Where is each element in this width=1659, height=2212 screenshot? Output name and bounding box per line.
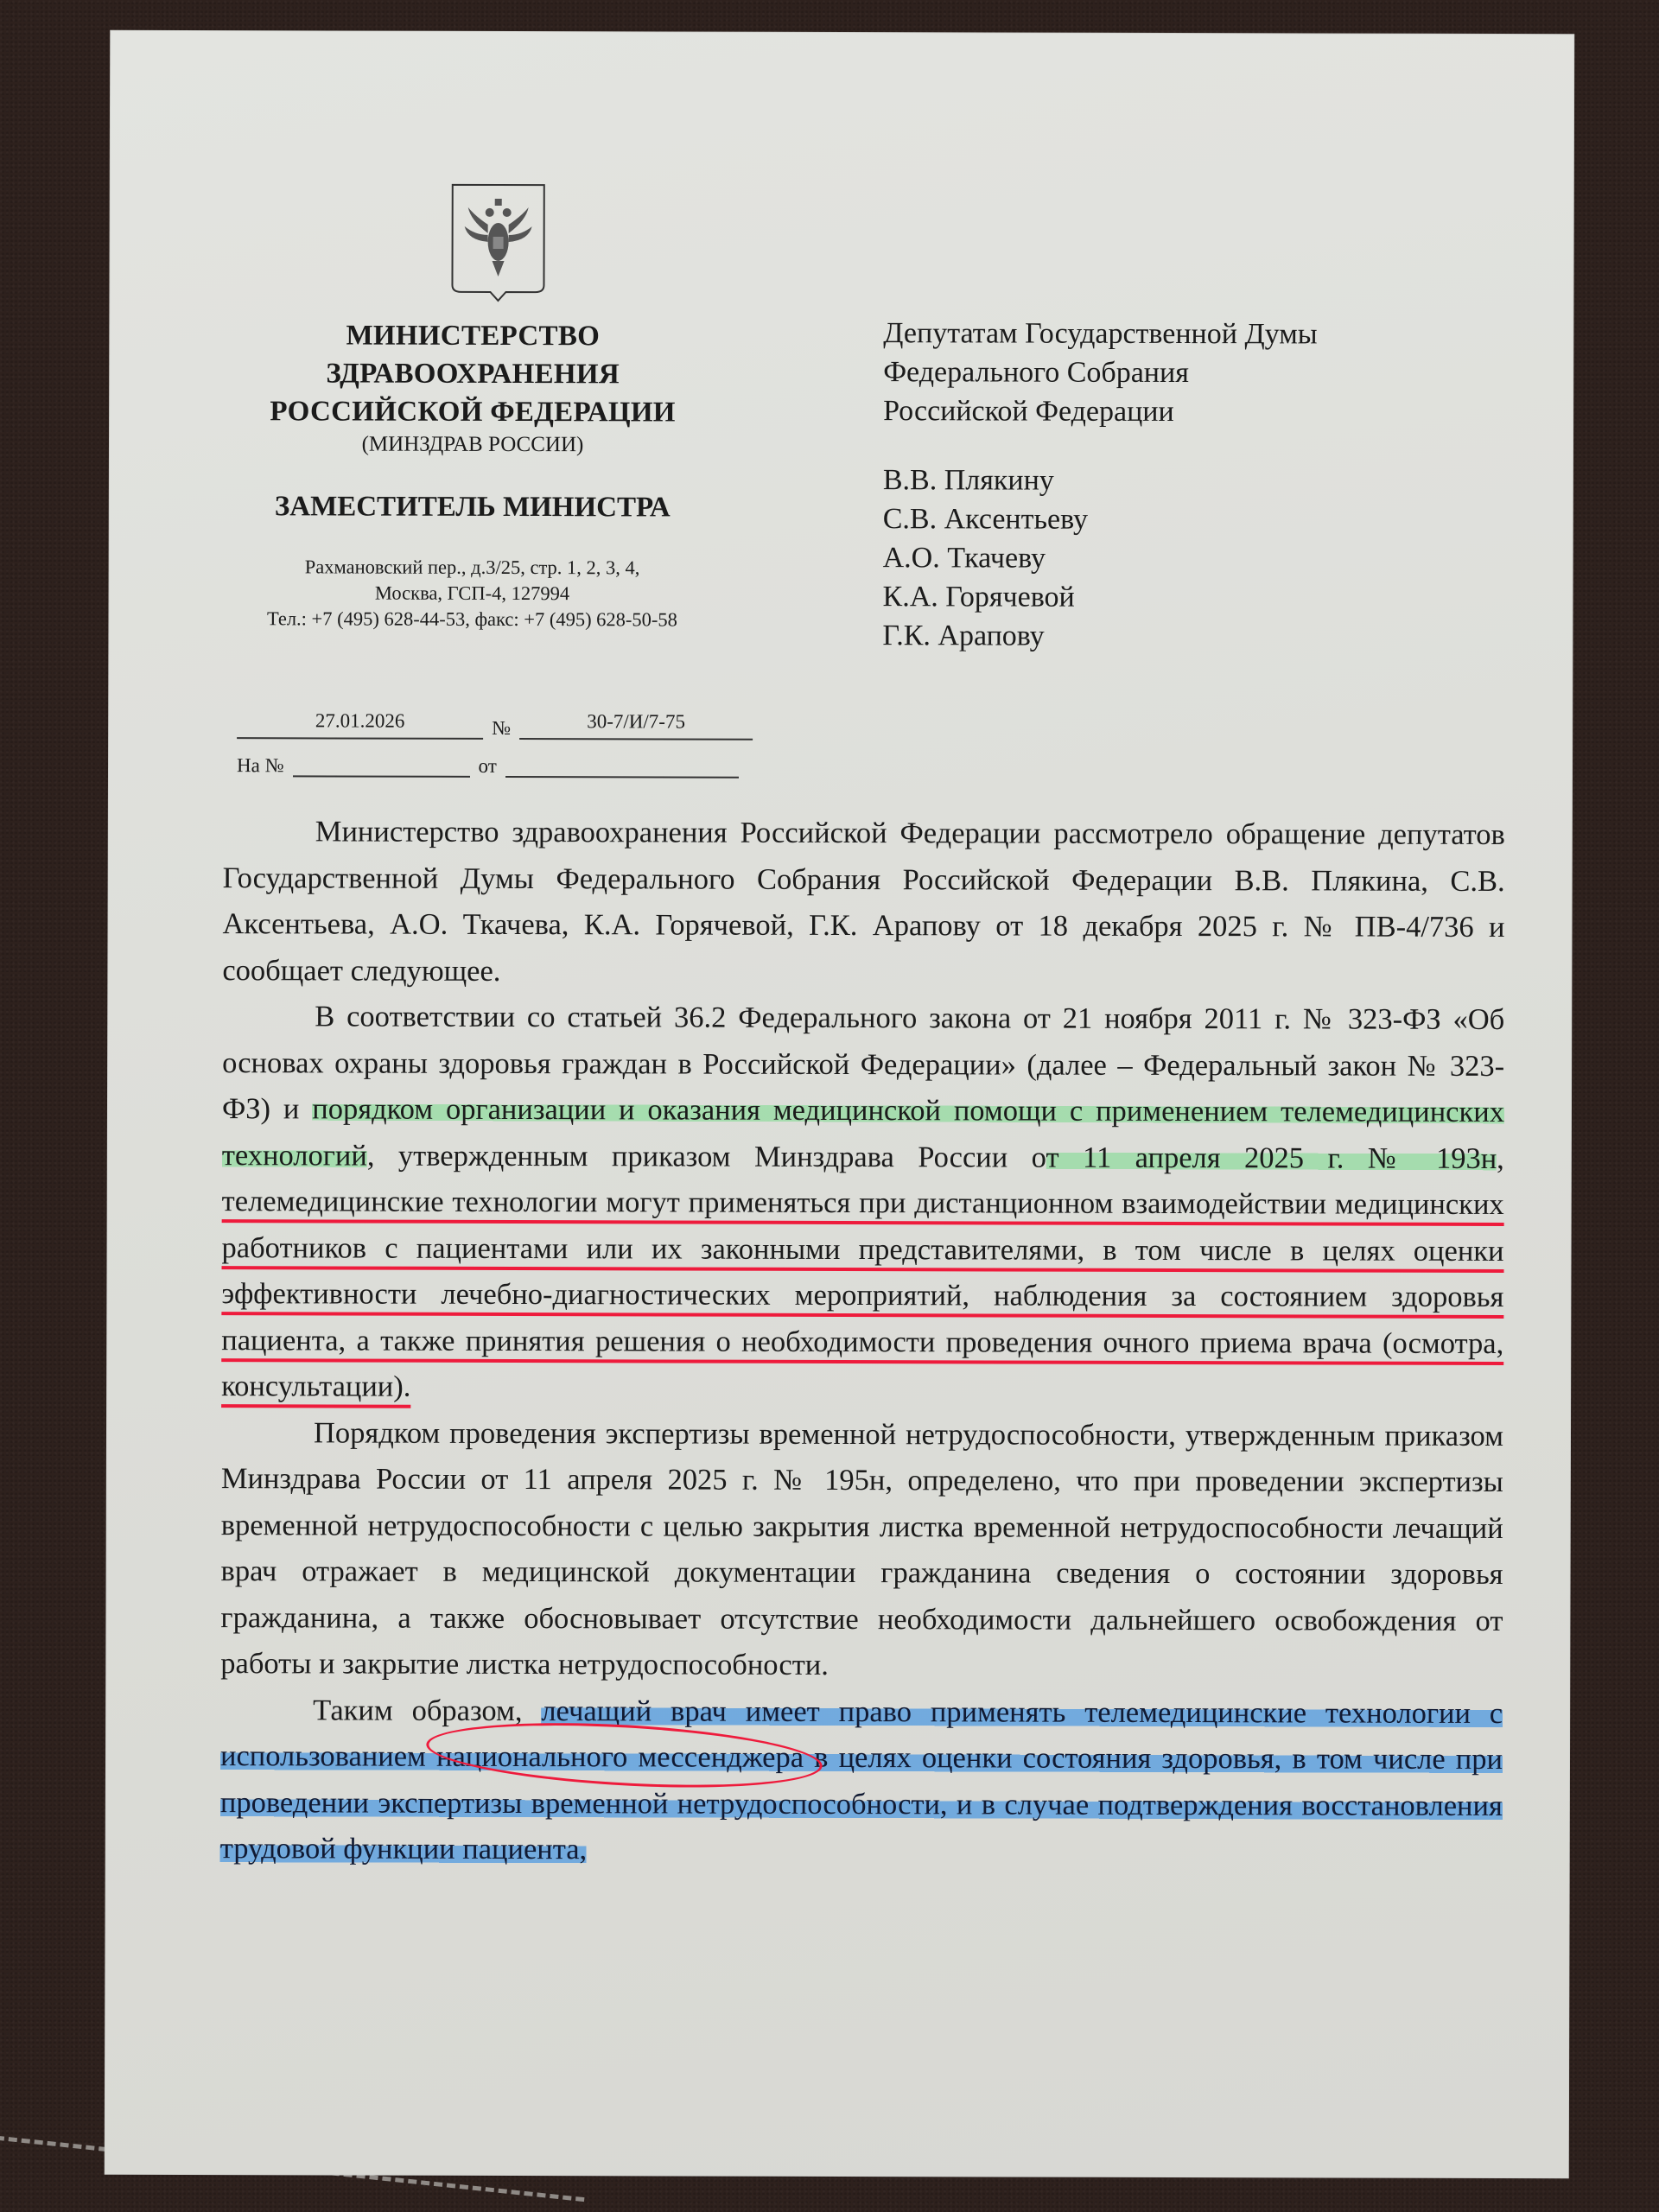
- green-highlight: порядком организации и оказания медицинской помощи с применением телемедицинских технологий: [221, 1092, 1505, 1173]
- sender-position: ЗАМЕСТИТЕЛЬ МИНИСТРА: [274, 491, 671, 524]
- number-label: №: [492, 716, 512, 740]
- red-underline: телемедицинские технологии могут применяться при дистанционном взаимодействии медицинских работников с пациентами или их законными представителями, в том числе в целях оценки эффективности лечебно-диагностических мероприятий, наблюдения за состоянием здоровья пациента, а также принятия решения о необходимости проведения очного приема врача (осмотра, консультации).: [221, 1185, 1504, 1403]
- from-label: от: [478, 754, 497, 777]
- recipient-name: К.А. Горячевой: [882, 581, 1075, 613]
- letterhead: [221, 316, 723, 633]
- registration-block: [237, 701, 753, 779]
- recipient-name: Г.К. Арапову: [882, 620, 1045, 652]
- blue-highlight: в целях оценки состояния здоровья, в том числе при проведении экспертизы временной нетрудоспособности, и в случае подтверждения восстановления трудовой функции пациента,: [219, 1740, 1503, 1866]
- ministry-short-name: (МИНЗДРАВ РОССИИ): [361, 432, 584, 457]
- recipient-org-line: Российской Федерации: [883, 395, 1174, 429]
- circled-phrase: национального мессенджера: [436, 1740, 804, 1774]
- recipient-block: [882, 314, 1317, 656]
- letter-page: [105, 31, 1573, 2177]
- blue-highlight: лечащий врач имеет право применять телемедицинские технологии с использованием: [219, 1694, 1503, 1773]
- letter-body: [220, 809, 1505, 1875]
- russian-coat-of-arms-icon: [448, 181, 547, 311]
- paragraph-telemedicine: В соответствии со статьей 36.2 Федерального закона от 21 ноября 2011 г. № 323-ФЗ «Об основах охраны здоровья граждан в Российской Федерации» (далее – Федеральный закон № 323-ФЗ) и порядком организации и оказания медицинской помощи с применением телемедицинских технологий, утвержденным приказом Минздрава России от 11 апреля 2025 г. № 193н, телемедицинские технологии могут применяться при дистанционном взаимодействии медицинских работников с пациентами или их законными представителями, в том числе в целях оценки эффективности лечебно-диагностических мероприятий, наблюдения за состоянием здоровья пациента, а также принятия решения о необходимости проведения очного приема врача (осмотра, консультации).: [221, 1000, 1505, 1403]
- reference-date-field: [505, 748, 739, 779]
- ministry-address: Рахмановский пер., д.3/25, стр. 1, 2, 3, 4, Москва, ГСП-4, 127994 Тел.: +7 (495) 628-44-53, факс: +7 (495) 628-50-58: [266, 556, 677, 631]
- outgoing-number: 30-7/И/7-75: [519, 710, 753, 741]
- ministry-name: МИНИСТЕРСТВО ЗДРАВООХРАНЕНИЯ РОССИЙСКОЙ ФЕДЕРАЦИИ: [270, 320, 676, 429]
- reference-number-field: [293, 747, 470, 778]
- recipient-name: С.В. Аксентьеву: [882, 503, 1089, 536]
- paragraph-intro: Министерство здравоохранения Российской Федерации рассмотрело обращение депутатов Государственной Думы Федерального Собрания Российской Федерации В.В. Плякина, С.В. Аксентьева, А.О. Ткачева, К.А. Горячевой, Г.К. Арапову от 18 декабря 2025 г. № ПВ-4/736 и сообщает следующее.: [222, 815, 1505, 988]
- paragraph-conclusion: Таким образом, лечащий врач имеет право применять телемедицинские технологии с использованием национального мессенджера в целях оценки состояния здоровья, в том числе при проведении экспертизы временной нетрудоспособности, и в случае подтверждения восстановления трудовой функции пациента,: [219, 1693, 1503, 1866]
- recipient-name: В.В. Плякину: [882, 464, 1054, 497]
- green-highlight: т 11 апреля 2025 г. № 193н: [1046, 1141, 1497, 1175]
- recipient-org-line: Депутатам Государственной Думы: [883, 317, 1318, 351]
- recipient-name: А.О. Ткачеву: [882, 542, 1046, 575]
- outgoing-date: 27.01.2026: [237, 709, 483, 740]
- recipient-org-line: Федерального Собрания: [883, 356, 1189, 390]
- reference-label: На №: [236, 754, 284, 777]
- paragraph-disability-expertise: Порядком проведения экспертизы временной нетрудоспособности, утвержденным приказом Минздрава России от 11 апреля 2025 г. № 195н, определено, что при проведении экспертизы временной нетрудоспособности с целью закрытия листка временной нетрудоспособности лечащий врач отражает в медицинской документации гражданина сведения о состоянии здоровья гражданина, а также обосновывает отсутствие необходимости дальнейшего освобождения от работы и закрытие листка нетрудоспособности.: [220, 1415, 1504, 1681]
